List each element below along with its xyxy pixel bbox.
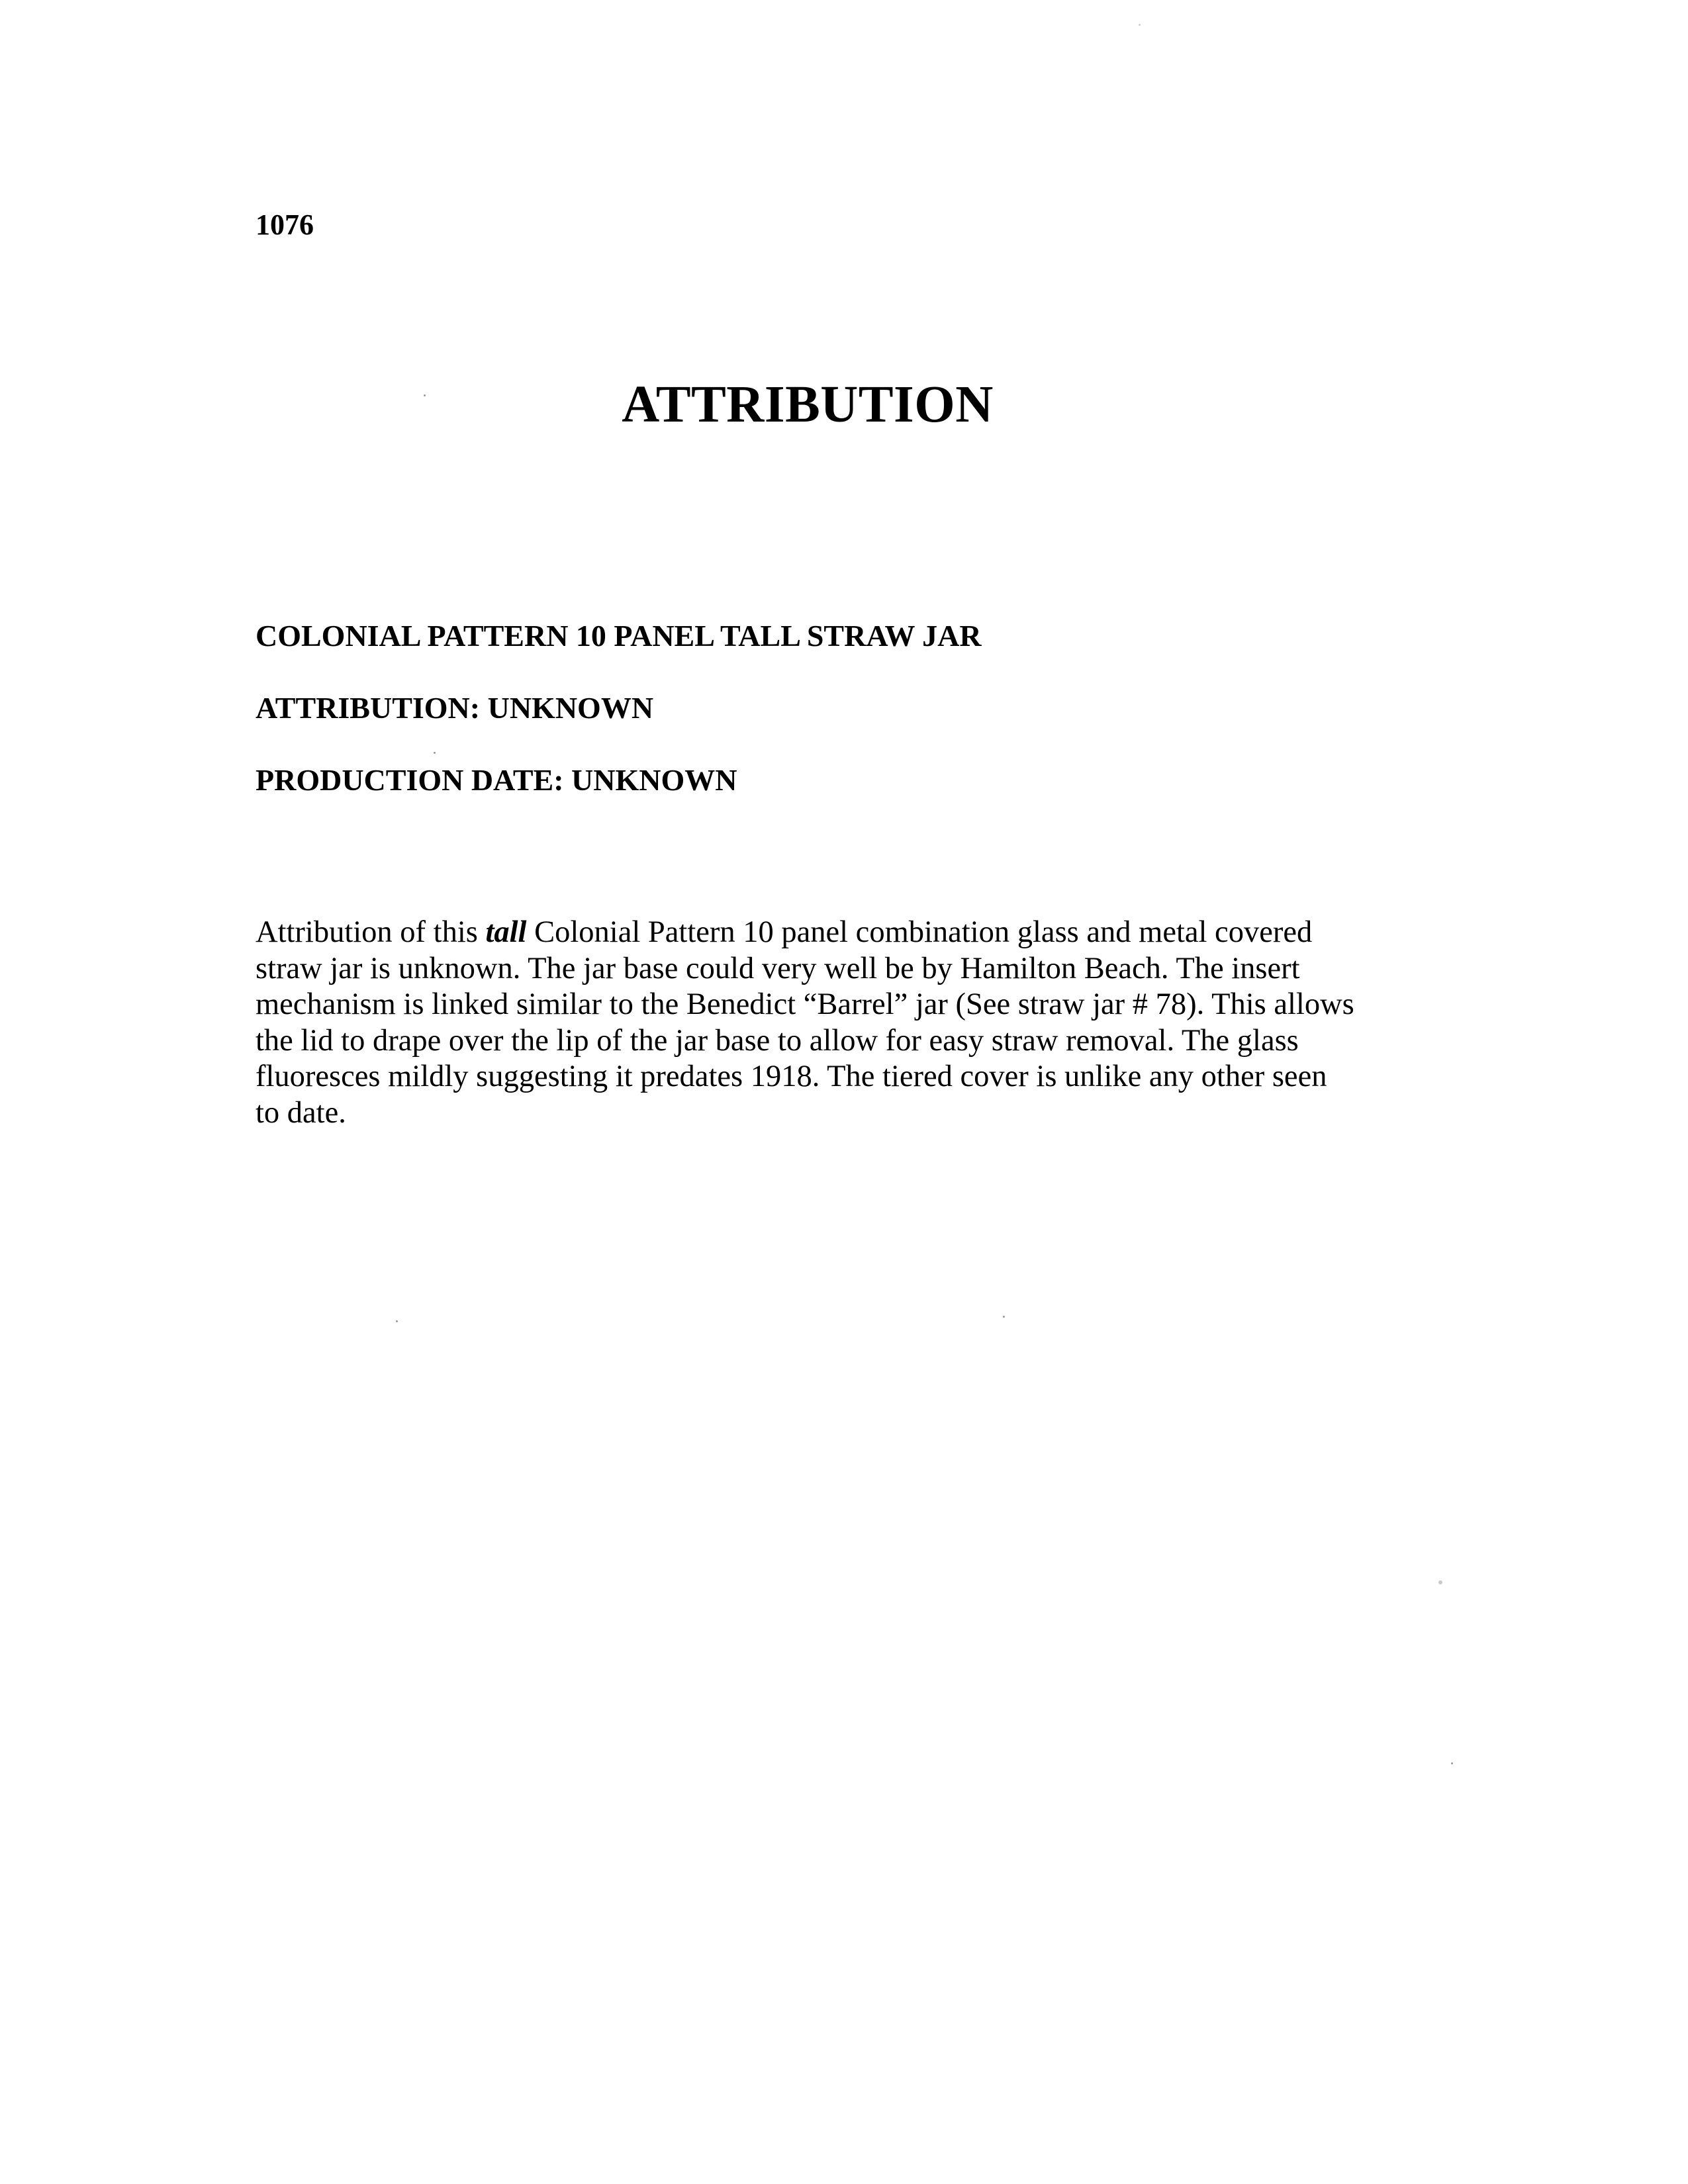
scan-speck bbox=[396, 1320, 398, 1322]
description-line-3: mechanism is linked similar to the Benedict “Barrel” jar (See straw jar # 78). This allows bbox=[256, 987, 1354, 1021]
description-line-1 bbox=[256, 915, 1401, 951]
scan-speck bbox=[434, 752, 436, 754]
attribution-line: ATTRIBUTION: UNKNOWN bbox=[256, 691, 654, 725]
description-line-6: to date. bbox=[256, 1095, 346, 1130]
scan-speck bbox=[424, 394, 426, 396]
page-title: ATTRIBUTION bbox=[622, 376, 994, 433]
description-line-5: fluoresces mildly suggesting it predates 1918. The tiered cover is unlike any other seen bbox=[256, 1060, 1327, 1093]
scan-speck bbox=[1003, 1316, 1005, 1318]
metadata-block bbox=[256, 621, 1513, 837]
description-line-2: straw jar is unknown. The jar base could very well be by Hamilton Beach. The insert bbox=[256, 951, 1300, 985]
description-line-4: the lid to drape over the lip of the jar base to allow for easy straw removal. The glass bbox=[256, 1023, 1299, 1058]
scan-speck bbox=[1139, 24, 1141, 26]
description-paragraph bbox=[256, 915, 1401, 1131]
scan-speck bbox=[1451, 1762, 1453, 1764]
scan-speck bbox=[1438, 1580, 1442, 1584]
item-name: COLONIAL PATTERN 10 PANEL TALL STRAW JAR bbox=[256, 619, 982, 653]
emphasized-word: tall bbox=[485, 915, 527, 949]
production-date-line: PRODUCTION DATE: UNKNOWN bbox=[256, 763, 737, 797]
page-number: 1076 bbox=[256, 208, 314, 241]
description-line-1-end: Colonial Pattern 10 panel combination glass and metal covered bbox=[526, 915, 1313, 949]
description-line-1-start: Attribution of this bbox=[256, 915, 486, 949]
